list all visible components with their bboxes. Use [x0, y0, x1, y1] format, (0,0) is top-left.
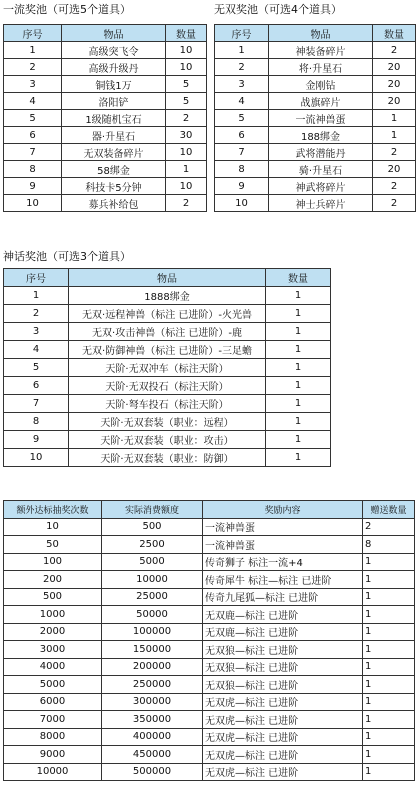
table-cell: 10000 — [4, 763, 102, 781]
table-cell: 1 — [363, 571, 415, 589]
table-cell: 8000 — [4, 728, 102, 746]
table-cell: 5000 — [102, 553, 203, 571]
header-quantity: 数量 — [266, 269, 331, 287]
table-cell: 2 — [4, 59, 62, 76]
table-cell: 30 — [166, 127, 207, 144]
header-quantity: 数量 — [166, 25, 207, 42]
table-cell: 无双鹿—标注 已进阶 — [203, 606, 363, 624]
header-index: 序号 — [4, 25, 62, 42]
table-cell: 1 — [363, 746, 415, 764]
table-cell: 9 — [4, 178, 62, 195]
table-row — [4, 728, 415, 746]
table-cell: 20 — [373, 59, 416, 76]
table-cell: 金刚钻 — [269, 76, 373, 93]
table-cell: 1 — [266, 305, 331, 323]
table-cell: 无双狼—标注 已进阶 — [203, 676, 363, 694]
table-cell: 1 — [215, 42, 269, 59]
table-header-row — [4, 25, 207, 42]
table-cell: 天阶·无双套装（职业：远程） — [69, 413, 266, 431]
table-row — [215, 161, 416, 178]
table-cell: 募兵补给包 — [62, 195, 166, 212]
table-cell: 2 — [166, 195, 207, 212]
table-cell: 一流神兽蛋 — [203, 536, 363, 554]
table-cell: 50000 — [102, 606, 203, 624]
table-cell: 8 — [215, 161, 269, 178]
table-cell: 1 — [363, 588, 415, 606]
table-cell: 传奇犀牛 标注—标注 已进阶 — [203, 571, 363, 589]
table-cell: 1 — [4, 287, 69, 305]
table-row — [4, 553, 415, 571]
table-row — [215, 178, 416, 195]
table-cell: 100 — [4, 553, 102, 571]
table-cell: 2000 — [4, 623, 102, 641]
table-cell: 9 — [215, 178, 269, 195]
first-pool-caption: 一流奖池（可选5个道具） — [3, 3, 131, 16]
table-cell: 6 — [4, 377, 69, 395]
table-cell: 1 — [363, 693, 415, 711]
table-cell: 无双虎—标注 已进阶 — [203, 746, 363, 764]
table-cell: 1 — [363, 623, 415, 641]
table-cell: 1 — [266, 323, 331, 341]
table-cell: 无双狼—标注 已进阶 — [203, 641, 363, 659]
table-row — [4, 571, 415, 589]
table-cell: 5 — [166, 76, 207, 93]
table-row — [4, 413, 331, 431]
table-row — [4, 431, 331, 449]
table-cell: 10000 — [102, 571, 203, 589]
table-cell: 10 — [4, 449, 69, 467]
table-row — [4, 59, 207, 76]
table-cell: 7 — [215, 144, 269, 161]
table-cell: 350000 — [102, 711, 203, 729]
table-cell: 4000 — [4, 658, 102, 676]
table-row — [4, 377, 331, 395]
table-row — [4, 658, 415, 676]
table-row — [4, 746, 415, 764]
table-cell: 无双狼—标注 已进阶 — [203, 658, 363, 676]
table-cell: 武将潜能丹 — [269, 144, 373, 161]
table-cell: 高级突飞令 — [62, 42, 166, 59]
table-cell: 1 — [266, 431, 331, 449]
table-row — [4, 161, 207, 178]
table-cell: 一流神兽蛋 — [203, 518, 363, 536]
table-cell: 2500 — [102, 536, 203, 554]
table-cell: 10 — [166, 144, 207, 161]
wushuang-pool-table — [214, 24, 416, 212]
header-quantity: 数量 — [373, 25, 416, 42]
table-cell: 1888绑金 — [69, 287, 266, 305]
table-cell: 200 — [4, 571, 102, 589]
table-cell: 500 — [102, 518, 203, 536]
table-row — [215, 110, 416, 127]
table-cell: 5000 — [4, 676, 102, 694]
first-pool-table — [3, 24, 207, 212]
table-cell: 250000 — [102, 676, 203, 694]
table-cell: 1 — [363, 606, 415, 624]
header-reward-content: 奖励内容 — [203, 501, 363, 519]
table-cell: 10 — [166, 59, 207, 76]
table-row — [4, 518, 415, 536]
table-cell: 10 — [166, 42, 207, 59]
table-cell: 100000 — [102, 623, 203, 641]
table-cell: 一流神兽蛋 — [269, 110, 373, 127]
table-cell: 50 — [4, 536, 102, 554]
table-cell: 5 — [166, 93, 207, 110]
table-row — [215, 59, 416, 76]
table-cell: 器·升星石 — [62, 127, 166, 144]
table-row — [215, 93, 416, 110]
table-cell: 将·升星石 — [269, 59, 373, 76]
table-cell: 1 — [266, 395, 331, 413]
wushuang-pool-caption: 无双奖池（可选4个道具） — [214, 3, 342, 16]
myth-pool-table — [3, 268, 331, 467]
table-row — [215, 127, 416, 144]
table-cell: 9 — [4, 431, 69, 449]
table-cell: 无双装备碎片 — [62, 144, 166, 161]
table-cell: 战旗碎片 — [269, 93, 373, 110]
table-cell: 6000 — [4, 693, 102, 711]
table-cell: 1 — [166, 161, 207, 178]
header-item: 物品 — [69, 269, 266, 287]
table-cell: 1 — [266, 341, 331, 359]
table-row — [4, 178, 207, 195]
table-cell: 无双·攻击神兽（标注 已进阶）-鹿 — [69, 323, 266, 341]
table-cell: 25000 — [102, 588, 203, 606]
table-row — [4, 127, 207, 144]
header-item: 物品 — [269, 25, 373, 42]
table-row — [4, 359, 331, 377]
table-cell: 无双鹿—标注 已进阶 — [203, 623, 363, 641]
table-row — [4, 110, 207, 127]
table-cell: 200000 — [102, 658, 203, 676]
table-cell: 传奇九尾狐—标注 已进阶 — [203, 588, 363, 606]
table-cell: 1 — [266, 413, 331, 431]
table-cell: 天阶·无双冲车（标注天阶） — [69, 359, 266, 377]
table-header-row — [215, 25, 416, 42]
table-cell: 1 — [363, 763, 415, 781]
table-cell: 500 — [4, 588, 102, 606]
table-cell: 4 — [215, 93, 269, 110]
table-cell: 神装备碎片 — [269, 42, 373, 59]
table-cell: 神武将碎片 — [269, 178, 373, 195]
table-row — [4, 449, 331, 467]
table-header-row — [4, 269, 331, 287]
table-cell: 6 — [4, 127, 62, 144]
header-index: 序号 — [4, 269, 69, 287]
table-cell: 10 — [4, 518, 102, 536]
table-cell: 科技卡5分钟 — [62, 178, 166, 195]
table-row — [215, 144, 416, 161]
table-row — [4, 305, 331, 323]
header-item: 物品 — [62, 25, 166, 42]
table-cell: 20 — [373, 161, 416, 178]
table-row — [4, 676, 415, 694]
table-cell: 3 — [215, 76, 269, 93]
table-cell: 无双·远程神兽（标注 已进阶）-火光兽 — [69, 305, 266, 323]
bonus-reward-table — [3, 500, 415, 781]
table-row — [4, 42, 207, 59]
table-row — [215, 195, 416, 212]
table-cell: 20 — [373, 76, 416, 93]
table-cell: 300000 — [102, 693, 203, 711]
table-cell: 7000 — [4, 711, 102, 729]
table-cell: 1级随机宝石 — [62, 110, 166, 127]
table-cell: 2 — [215, 59, 269, 76]
table-cell: 450000 — [102, 746, 203, 764]
table-cell: 无双虎—标注 已进阶 — [203, 763, 363, 781]
table-cell: 10 — [4, 195, 62, 212]
table-cell: 天阶·无双投石（标注天阶） — [69, 377, 266, 395]
table-cell: 1000 — [4, 606, 102, 624]
table-cell: 无双虎—标注 已进阶 — [203, 693, 363, 711]
table-cell: 2 — [363, 518, 415, 536]
table-cell: 天阶·弩车投石（标注天阶） — [69, 395, 266, 413]
table-row — [4, 641, 415, 659]
table-cell: 高级升级丹 — [62, 59, 166, 76]
table-cell: 7 — [4, 395, 69, 413]
table-row — [4, 536, 415, 554]
table-row — [4, 588, 415, 606]
table-row — [215, 76, 416, 93]
table-cell: 1 — [266, 287, 331, 305]
table-cell: 5 — [215, 110, 269, 127]
table-cell: 10 — [215, 195, 269, 212]
myth-pool-caption: 神话奖池（可选3个道具） — [3, 250, 131, 263]
table-cell: 8 — [4, 413, 69, 431]
header-index: 序号 — [215, 25, 269, 42]
table-cell: 2 — [373, 144, 416, 161]
table-cell: 骑·升星石 — [269, 161, 373, 178]
table-header-row — [4, 501, 415, 519]
table-cell: 58绑金 — [62, 161, 166, 178]
table-cell: 1 — [363, 641, 415, 659]
table-row — [4, 93, 207, 110]
table-cell: 3 — [4, 76, 62, 93]
table-cell: 6 — [215, 127, 269, 144]
table-cell: 无双虎—标注 已进阶 — [203, 711, 363, 729]
table-cell: 400000 — [102, 728, 203, 746]
table-cell: 7 — [4, 144, 62, 161]
table-row — [4, 711, 415, 729]
table-cell: 3000 — [4, 641, 102, 659]
table-cell: 2 — [373, 42, 416, 59]
table-cell: 20 — [373, 93, 416, 110]
header-gift-quantity: 赠送数量 — [363, 501, 415, 519]
table-row — [4, 323, 331, 341]
table-row — [4, 623, 415, 641]
table-cell: 神士兵碎片 — [269, 195, 373, 212]
table-cell: 9000 — [4, 746, 102, 764]
table-cell: 500000 — [102, 763, 203, 781]
table-cell: 8 — [4, 161, 62, 178]
table-cell: 传奇狮子 标注一流+4 — [203, 553, 363, 571]
table-row — [4, 144, 207, 161]
table-cell: 1 — [4, 42, 62, 59]
header-spend-amount: 实际消费额度 — [102, 501, 203, 519]
table-cell: 1 — [266, 377, 331, 395]
table-cell: 1 — [363, 676, 415, 694]
table-cell: 无双虎—标注 已进阶 — [203, 728, 363, 746]
table-cell: 1 — [363, 553, 415, 571]
table-row — [215, 42, 416, 59]
table-cell: 2 — [4, 305, 69, 323]
table-cell: 10 — [166, 178, 207, 195]
table-cell: 4 — [4, 341, 69, 359]
table-cell: 5 — [4, 110, 62, 127]
table-cell: 1 — [266, 449, 331, 467]
table-cell: 2 — [373, 195, 416, 212]
table-cell: 无双·防御神兽（标注 已进阶）-三足蟾 — [69, 341, 266, 359]
table-row — [4, 76, 207, 93]
table-row — [4, 763, 415, 781]
table-cell: 1 — [373, 127, 416, 144]
table-row — [4, 693, 415, 711]
table-cell: 天阶·无双套装（职业：防御） — [69, 449, 266, 467]
table-cell: 3 — [4, 323, 69, 341]
table-cell: 188绑金 — [269, 127, 373, 144]
table-cell: 4 — [4, 93, 62, 110]
table-cell: 1 — [363, 658, 415, 676]
header-draw-count: 额外达标抽奖次数 — [4, 501, 102, 519]
table-row — [4, 287, 331, 305]
table-cell: 8 — [363, 536, 415, 554]
table-cell: 1 — [363, 728, 415, 746]
table-cell: 5 — [4, 359, 69, 377]
table-cell: 150000 — [102, 641, 203, 659]
table-cell: 1 — [266, 359, 331, 377]
table-cell: 1 — [373, 110, 416, 127]
table-cell: 1 — [363, 711, 415, 729]
table-cell: 天阶·无双套装（职业：攻击） — [69, 431, 266, 449]
table-row — [4, 195, 207, 212]
table-cell: 洛阳铲 — [62, 93, 166, 110]
table-cell: 2 — [373, 178, 416, 195]
table-cell: 铜钱1万 — [62, 76, 166, 93]
table-row — [4, 341, 331, 359]
table-row — [4, 395, 331, 413]
table-cell: 2 — [166, 110, 207, 127]
table-row — [4, 606, 415, 624]
